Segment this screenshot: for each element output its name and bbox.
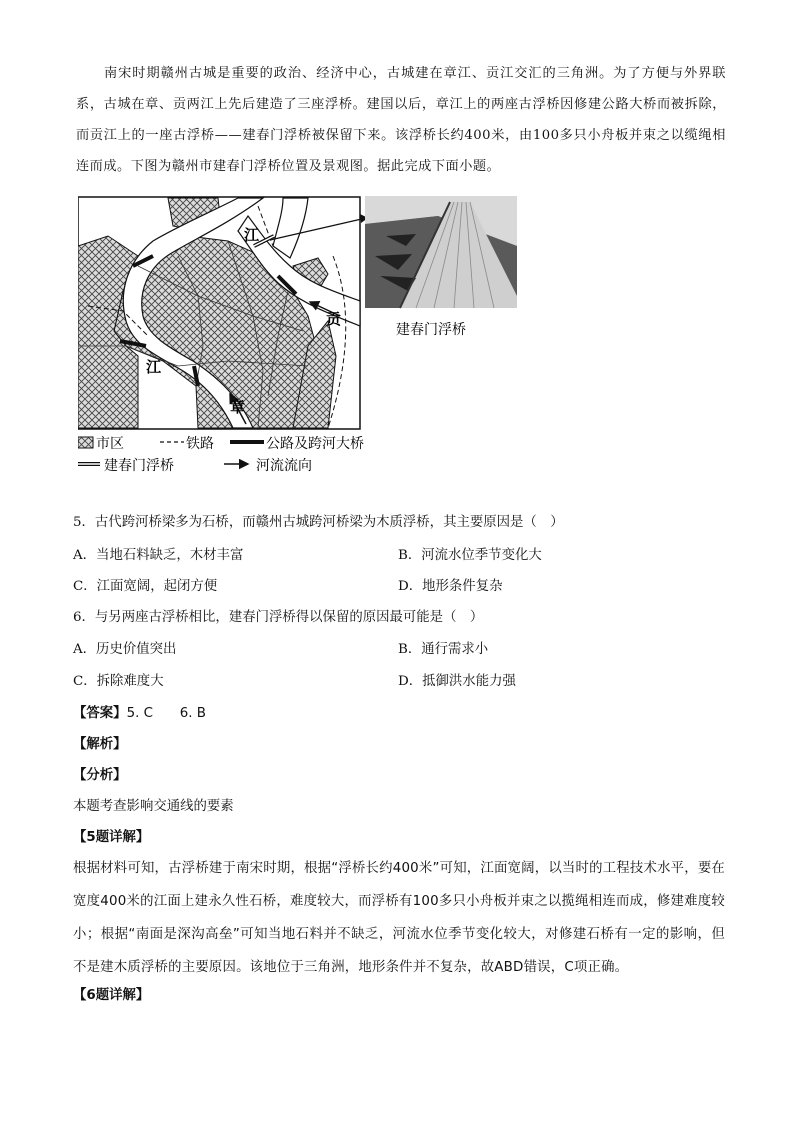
legend (78, 435, 364, 474)
detail5-header: 【5题详解】 (73, 830, 150, 845)
analysis-text: 本题考查影响交通线的要素 (73, 799, 234, 814)
q5-option-d: D．地形条件复杂 (398, 579, 503, 594)
legend-pontoon: 建春门浮桥 (104, 458, 174, 474)
detail5-text: 根据材料可知，古浮桥建于南宋时期，根据“浮桥长约400米”可知，江面宽阔，以当时的工程技术水平，要在宽度400米的江面上建永久性石桥，难度较大，而浮桥有100多只小舟板并束之以揽绳相连而成，修建难度较小；根据“南面是深沟高垒”可知当地石料并不缺乏，河流水位季节变化较大，对修建石桥有一定的影响，但不是建木质浮桥的主要原因。该地位于三角洲，地形条件并不复杂，故ABD错误，C项正确。 (73, 861, 726, 975)
photo-caption: 建春门浮桥 (396, 322, 466, 338)
answer-label: 【答案】 (73, 706, 127, 721)
q5-option-b: B．河流水位季节变化大 (398, 548, 542, 563)
legend-flow: 河流流向 (256, 458, 312, 474)
label-zhang: 章 (230, 398, 246, 416)
q6-option-d: D．抵御洪水能力强 (398, 674, 516, 689)
label-jiang-left: 江 (146, 358, 162, 376)
q6-option-b: B．通行需求小 (398, 642, 489, 657)
figure (78, 196, 518, 476)
q5-option-c: C．江面宽阔，起闭方便 (73, 579, 218, 594)
map (78, 197, 368, 429)
q6-option-c: C．拆除难度大 (73, 674, 164, 689)
legend-railway: 铁路 (186, 436, 214, 452)
pontoon-photo (365, 196, 517, 308)
q6-option-a: A．历史价值突出 (73, 642, 177, 657)
legend-city: 市区 (96, 436, 124, 452)
legend-highway: 公路及跨河大桥 (266, 436, 364, 452)
q5-stem: 5．古代跨河桥梁多为石桥，而赣州古城跨河桥梁为木质浮桥，其主要原因是（ ） (73, 515, 564, 530)
detail6-header: 【6题详解】 (73, 988, 150, 1003)
analysis-header: 【解析】 (73, 737, 127, 752)
label-gong: 贡 (326, 310, 342, 328)
q5-option-a: A．当地石料缺乏，木材丰富 (73, 548, 244, 563)
analysis-sub-header: 【分析】 (73, 768, 127, 783)
map-and-photo (78, 196, 518, 476)
label-jiang-top: 江 (244, 226, 260, 244)
intro-paragraph: 南宋时期赣州古城是重要的政治、经济中心，古城建在章江、贡江交汇的三角洲。为了方便与外界联系，古城在章、贡两江上先后建造了三座浮桥。建国以后，章江上的两座古浮桥因修建公路大桥而被拆除，而贡江上的一座古浮桥——建春门浮桥被保留下来。该浮桥长约400米，由100多只小舟板并束之以缆绳相连而成。下图为赣州市建春门浮桥位置及景观图。据此完成下面小题。 (76, 66, 726, 174)
answer-value: 5. C 6. B (126, 706, 206, 721)
q6-stem: 6．与另两座古浮桥相比，建春门浮桥得以保留的原因最可能是（ ） (73, 610, 484, 625)
answer-line (73, 704, 206, 724)
